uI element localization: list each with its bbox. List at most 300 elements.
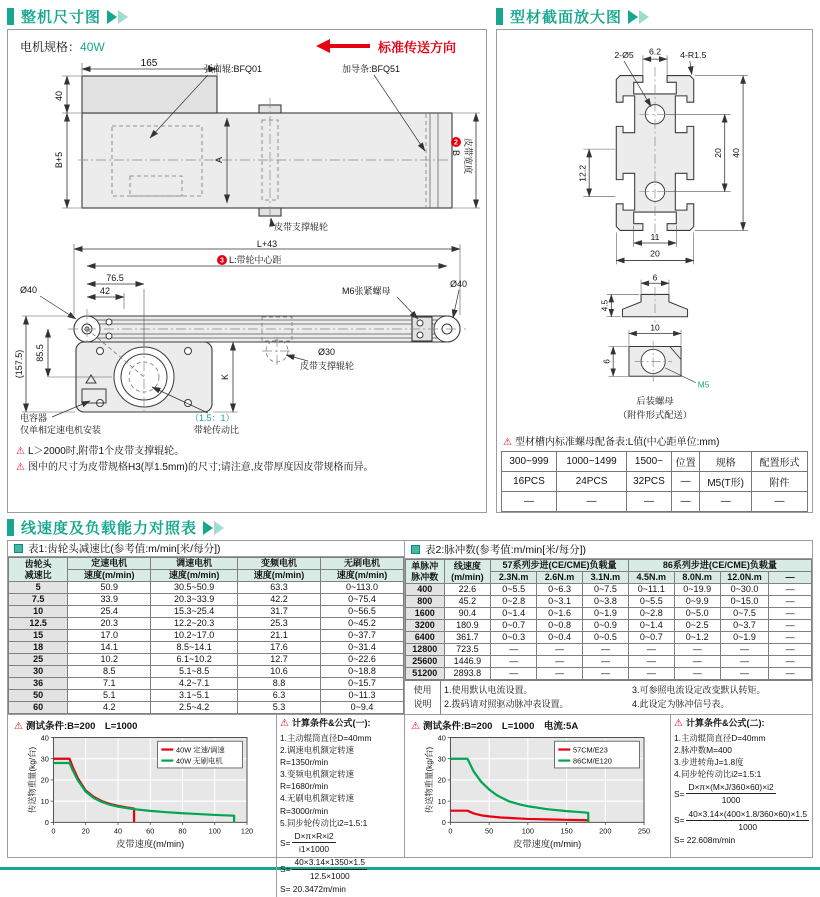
table-cell: 12.5: [9, 618, 68, 630]
note-line: ⚠ L＞2000时,附带1个皮带支撑辊轮。: [16, 446, 185, 457]
svg-text:100: 100: [208, 826, 221, 836]
section-arrow-icon: [203, 521, 213, 535]
formula-line: 1.主动辊筒直径D=40mm: [280, 732, 372, 743]
drawing-notes: [12, 442, 484, 478]
svg-text:0: 0: [441, 818, 446, 828]
dim-855-label: 85.5: [35, 344, 45, 362]
table-cell: 15: [9, 630, 68, 642]
table-cell: 0~113.0: [321, 582, 404, 594]
svg-text:传送物重量(kg/台): 传送物重量(kg/台): [423, 746, 434, 814]
m5-label: M5: [697, 379, 709, 390]
formula2-cell: [670, 715, 812, 857]
table-cell: 45.2: [444, 596, 491, 608]
speed-sub-header: 速度(m/min): [151, 570, 238, 582]
capacitor-label: 电容器: [20, 413, 48, 423]
table-cell: 附件: [751, 472, 807, 492]
col-gear-header: 齿轮头 减速比: [9, 558, 68, 582]
table-cell: 3200: [406, 620, 445, 632]
table-cell: 17.6: [238, 642, 321, 654]
overall-dimensions-panel: [7, 5, 487, 513]
table-cell: 20.3~33.9: [151, 594, 238, 606]
nut-delivery-label: （附件形式配送）: [617, 410, 692, 421]
table-cell: —: [769, 656, 812, 668]
torque-header: 4.5N.m: [628, 572, 674, 584]
table-cell: 0~0.8: [537, 620, 583, 632]
svg-text:皮带速度(m/min): 皮带速度(m/min): [116, 839, 185, 850]
svg-text:传送物重量(kg/台): 传送物重量(kg/台): [26, 746, 37, 814]
table-cell: 8.8: [238, 678, 321, 690]
svg-text:10: 10: [40, 796, 49, 806]
section-header-speed: [7, 516, 813, 539]
table-cell: 位置: [671, 452, 700, 472]
svg-text:120: 120: [240, 826, 254, 836]
m6-nut-label: M6张紧螺母: [342, 286, 391, 296]
dim-d40-left: [20, 285, 76, 319]
section-arrow2-icon: [214, 521, 224, 535]
table-cell: 0~0.5: [583, 632, 629, 644]
table-cell: 0~15.7: [321, 678, 404, 690]
d30-roller-label: 皮带支撑辊轮: [300, 361, 355, 371]
chart2-formula2-row: [405, 714, 812, 857]
tnut-side-view: [622, 287, 687, 322]
chart1-cell: [8, 715, 276, 897]
svg-text:30: 30: [437, 754, 446, 764]
formula-line: 1.主动辊筒直径D=40mm: [673, 732, 766, 743]
torque-header: 8.0N.m: [674, 572, 720, 584]
side-view-drawing: [12, 239, 482, 437]
table1-title: 表1:齿轮头减速比(参考值:m/min[米/每分]): [28, 543, 221, 555]
table-cell: —: [769, 668, 812, 680]
table-cell: 0~9.4: [321, 702, 404, 714]
col-motor-header: 无刷电机: [321, 558, 404, 570]
dim-k-label: K: [220, 373, 230, 381]
formula-line: 2.调速电机额定转速R=1350r/min: [280, 744, 354, 767]
svg-text:40W 无刷电机: 40W 无刷电机: [176, 756, 223, 766]
table-cell: —: [671, 492, 700, 512]
group86-header: 86系列步进(CE/CME)负载量: [628, 560, 811, 572]
table-cell: 14.1: [68, 642, 151, 654]
table-cell: 1446.9: [444, 656, 491, 668]
table-cell: 63.3: [238, 582, 321, 594]
table2-half: [404, 541, 812, 857]
svg-text:40: 40: [113, 826, 123, 836]
table-row: [406, 656, 812, 668]
table-cell: 723.5: [444, 644, 491, 656]
d30-label: Ø30: [318, 347, 336, 357]
dimension-42: [87, 286, 124, 309]
top-row: [7, 5, 813, 513]
nut-table-note: ⚠ 型材槽内标准螺母配备表:L值(中心距单位:mm): [503, 437, 720, 448]
table-cell: —: [769, 584, 812, 596]
table-cell: 0~75.4: [321, 594, 404, 606]
table-row: [9, 702, 404, 714]
formula-line: 5.同步轮传动比i2=1.5:1: [280, 817, 368, 828]
dimension-belt-width: [451, 113, 480, 208]
section-title-profile: 型材截面放大图: [510, 9, 623, 26]
warning-icon: ⚠: [673, 718, 683, 729]
section-arrow-icon: [107, 10, 117, 24]
table-cell: 6.1~10.2: [151, 654, 238, 666]
nut-dim-10: [628, 323, 680, 346]
svg-text:86CM/E120: 86CM/E120: [573, 756, 612, 766]
col-motor-header: 定速电机: [68, 558, 151, 570]
table-cell: 25600: [406, 656, 445, 668]
table-row: [406, 632, 812, 644]
table-cell: 7.1: [68, 678, 151, 690]
warning-icon: ⚠: [14, 721, 23, 732]
d11-label: 11: [649, 232, 660, 243]
section-title-overall: 整机尺寸图: [21, 9, 102, 26]
section-header-overall: [7, 5, 487, 28]
table-cell: —: [502, 492, 557, 512]
formula-line: 4.同步轮传动比i2=1.5:1: [673, 769, 762, 780]
col-motor-header: 调速电机: [151, 558, 238, 570]
usage-notes: [405, 680, 812, 714]
load-speed-chart-stepper: [409, 732, 667, 850]
motor-spec-label: 电机规格：40W: [20, 39, 105, 54]
dimension-165: [82, 58, 217, 75]
table-cell: 规格: [700, 452, 751, 472]
table-cell: 180.9: [444, 620, 491, 632]
top-view-drawing: [12, 58, 482, 234]
transport-direction: [316, 37, 456, 56]
table-cell: —: [583, 668, 629, 680]
guide-strip-label: 加导条:BFQ51: [342, 64, 401, 74]
dim-d40-right: [450, 279, 467, 318]
svg-text:0: 0: [448, 826, 453, 836]
formula-fraction: S= $\frac{40\times 3.14\times(400\times 1.8/360\times 60)\times 1.5}{1000}$: [673, 808, 807, 832]
section-bar: [7, 8, 14, 25]
table-cell: 10: [9, 606, 68, 618]
r15-label: 4-R1.5: [679, 50, 706, 61]
direction-label: 标准传送方向: [377, 39, 456, 55]
table-cell: 0~9.9: [674, 596, 720, 608]
section-arrow2-icon: [118, 10, 128, 24]
chart2-cell: [405, 715, 670, 857]
table-row: [406, 644, 812, 656]
table-cell: 2893.8: [444, 668, 491, 680]
table-row: [406, 620, 812, 632]
formula1-cell: [276, 715, 404, 897]
dimension-l43: [74, 239, 460, 315]
svg-text:20: 20: [40, 775, 49, 785]
svg-text:0: 0: [51, 826, 56, 836]
table-row: [9, 666, 404, 678]
table-cell: 31.7: [238, 606, 321, 618]
nut-d6b-label: 6: [600, 359, 611, 364]
dim-b5-label: B+5: [54, 151, 64, 169]
dimension-40: [54, 76, 81, 113]
table-row: [9, 654, 404, 666]
table-cell: 15.3~25.4: [151, 606, 238, 618]
section-title-speed: 线速度及负载能力对照表: [21, 520, 198, 537]
table-cell: —: [769, 620, 812, 632]
svg-text:40: 40: [40, 733, 49, 743]
table-row: [9, 678, 404, 690]
dimension-k: [213, 342, 238, 412]
d122-label: 12.2: [576, 164, 587, 182]
table-cell: —: [491, 644, 537, 656]
torque-header: 2.6N.m: [537, 572, 583, 584]
speed-load-box: [7, 540, 813, 894]
d5-label: 2-Ø5: [613, 50, 634, 61]
table-cell: 0~2.8: [628, 608, 674, 620]
table-cell: 5: [9, 582, 68, 594]
table-icon: [411, 545, 420, 554]
table-cell: 0~3.8: [583, 596, 629, 608]
table-cell: 1500~: [627, 452, 672, 472]
dim-165-label: 165: [140, 58, 158, 69]
table-cell: 配置形式: [751, 452, 807, 472]
center-distance-label: L:带轮中心距: [229, 255, 282, 265]
table-row: [502, 452, 808, 472]
table-cell: 1000~1499: [556, 452, 626, 472]
nut-config-table: [501, 451, 808, 512]
section-header-profile: [496, 5, 813, 28]
table-cell: 10.6: [238, 666, 321, 678]
table-cell: 5.1: [68, 690, 151, 702]
nut-d6-label: 6: [652, 272, 657, 283]
table-cell: 90.4: [444, 608, 491, 620]
motor-spec-row: [12, 34, 484, 58]
chart2-condition: ⚠ 测试条件:B=200 L=1000 电流:5A: [411, 721, 579, 732]
table-cell: 12.7: [238, 654, 321, 666]
usage-right-lines: 3.可参照电流设定改变默认转矩。 4.此设定为脉冲信号表。: [632, 685, 766, 710]
table-cell: 0~19.9: [674, 584, 720, 596]
table-cell: 18: [9, 642, 68, 654]
table-cell: 33.9: [68, 594, 151, 606]
table-cell: 22.6: [444, 584, 491, 596]
table-cell: 42.2: [238, 594, 321, 606]
svg-text:250: 250: [637, 826, 651, 836]
table-cell: 0~37.7: [321, 630, 404, 642]
formula-line: 2.脉冲数M=400: [673, 744, 732, 755]
d20-label: 20: [649, 248, 660, 259]
table-cell: 51200: [406, 668, 445, 680]
table-cell: 0~1.4: [628, 620, 674, 632]
load-speed-chart-40w: [12, 732, 270, 850]
group57-header: 57系列步进(CE/CME)负载量: [491, 560, 629, 572]
d40-right-label: Ø40: [450, 279, 468, 289]
tnut-top-view: [628, 341, 680, 382]
table-cell: 400: [406, 584, 445, 596]
svg-text:皮带速度(m/min): 皮带速度(m/min): [513, 839, 582, 850]
table-cell: —: [769, 608, 812, 620]
table1-half: [8, 541, 404, 894]
table-cell: 0~7.5: [583, 584, 629, 596]
section-arrow2-icon: [639, 10, 649, 24]
table-cell: —: [700, 492, 751, 512]
nut-d45-label: 4.5: [599, 299, 610, 312]
table-cell: —: [628, 656, 674, 668]
table-cell: 0~3.7: [720, 620, 769, 632]
table-cell: 0~56.5: [321, 606, 404, 618]
table-cell: 0~15.0: [720, 596, 769, 608]
arrow-shaft: [330, 44, 370, 48]
callout-support-roller: [271, 218, 328, 232]
table-row: [9, 582, 404, 594]
table-cell: 3.1~5.1: [151, 690, 238, 702]
formula-result: S= 20.3472m/min: [280, 883, 346, 894]
table-cell: 25: [9, 654, 68, 666]
table-cell: —: [537, 656, 583, 668]
cross-dim-122: [577, 149, 615, 196]
dim-40-label: 40: [54, 90, 64, 102]
section-bar: [496, 8, 503, 25]
table-cell: 2.5~4.2: [151, 702, 238, 714]
dim-1575-label: (157.5): [14, 349, 24, 379]
col-motor-header: 变频电机: [238, 558, 321, 570]
table-cell: —: [583, 656, 629, 668]
section-bar: [7, 519, 14, 536]
extrusion-profile: [616, 67, 693, 239]
table-cell: —: [674, 668, 720, 680]
table-cell: 0~6.3: [537, 584, 583, 596]
table-cell: 25.3: [238, 618, 321, 630]
table-cell: 0~18.8: [321, 666, 404, 678]
table-cell: 1600: [406, 608, 445, 620]
warning-icon: ⚠: [503, 437, 512, 448]
circled-2-number: 2: [454, 139, 458, 147]
table-cell: 0~11.1: [628, 584, 674, 596]
formula-fraction: S= $\frac{D\times\pi\times R\times i2}{i1\times 1000}$: [280, 831, 334, 855]
belt-width-b: B: [451, 150, 461, 157]
table-cell: 0~0.7: [628, 632, 674, 644]
d40-left-label: Ø40: [20, 285, 38, 295]
table-cell: 0~7.5: [720, 608, 769, 620]
svg-text:100: 100: [521, 826, 534, 836]
table-cell: —: [628, 644, 674, 656]
table-cell: —: [720, 656, 769, 668]
table-cell: —: [769, 596, 812, 608]
table-cell: 10.2: [68, 654, 151, 666]
nut-dim-6b: [601, 346, 628, 376]
table-cell: 0~5.0: [674, 608, 720, 620]
table-cell: 12800: [406, 644, 445, 656]
table-cell: —: [537, 644, 583, 656]
nut-m5-callout: [665, 368, 709, 390]
table-cell: —: [720, 644, 769, 656]
table-row: [9, 606, 404, 618]
profile-drawing-box: [496, 29, 813, 513]
table-row: [9, 642, 404, 654]
dimension-b5: [54, 113, 81, 208]
callout-d30-roller: [286, 347, 354, 371]
chart1-condition: ⚠ 测试条件:B=200 L=1000: [14, 721, 138, 732]
table-cell: —: [491, 656, 537, 668]
table-row: [406, 584, 812, 596]
warning-icon: ⚠: [280, 718, 289, 729]
torque-header: 3.1N.m: [583, 572, 629, 584]
capacitor-note: 仅单相定速电机安装: [20, 425, 102, 435]
dimension-1575: [14, 316, 75, 412]
table-cell: 0~31.4: [321, 642, 404, 654]
table-cell: 10.2~17.0: [151, 630, 238, 642]
table1-title-row: [8, 541, 404, 557]
table-cell: —: [674, 656, 720, 668]
table-cell: 30.5~50.9: [151, 582, 238, 594]
table-cell: 0~0.3: [491, 632, 537, 644]
formula1-title: ⚠ 计算条件&公式(一):: [280, 718, 371, 729]
dim-765-label: 76.5: [106, 273, 124, 283]
cross-section-drawing: [505, 32, 805, 274]
note-line: ⚠ 图中的尺寸为皮带规格H3(厚1.5mm)的尺寸;请注意,皮带厚度因皮带规格而异。: [16, 462, 374, 473]
table-row: [9, 618, 404, 630]
svg-text:20: 20: [437, 775, 446, 785]
table-cell: —: [628, 668, 674, 680]
table-cell: M5(T形): [700, 472, 751, 492]
profile-section-panel: [496, 5, 813, 513]
table-cell: 60: [9, 702, 68, 714]
table2-title-row: [405, 541, 812, 559]
table-cell: 361.7: [444, 632, 491, 644]
table-cell: —: [751, 492, 807, 512]
torque-header: —: [769, 572, 812, 584]
torque-header: 2.3N.m: [491, 572, 537, 584]
d20in-label: 20: [712, 148, 723, 158]
table-row: [406, 668, 812, 680]
table2-title: 表2:脉冲数(参考值:m/min[米/每分]): [425, 544, 587, 556]
speed-sub-header: 速度(m/min): [68, 570, 151, 582]
table-cell: 0~5.5: [628, 596, 674, 608]
table-cell: 16PCS: [502, 472, 557, 492]
table-cell: 0~1.9: [583, 608, 629, 620]
section-arrow-icon: [628, 10, 638, 24]
table-cell: 25.4: [68, 606, 151, 618]
table-cell: —: [769, 632, 812, 644]
table-cell: —: [556, 492, 626, 512]
d62-label: 6.2: [648, 46, 661, 57]
table-cell: 0~1.4: [491, 608, 537, 620]
table-row: [502, 472, 808, 492]
speed-sub-header: 速度(m/min): [238, 570, 321, 582]
table-cell: 36: [9, 678, 68, 690]
svg-text:30: 30: [40, 754, 49, 764]
ratio-value: （1.5：1）: [190, 413, 235, 423]
col-linespeed-header: 线速度 (m/min): [444, 560, 491, 584]
table-cell: —: [583, 644, 629, 656]
table-cell: —: [720, 668, 769, 680]
motor-spec-value: 40W: [80, 39, 105, 54]
support-roller-label: 皮带支撑辊轮: [274, 222, 329, 232]
table-cell: 0~1.9: [720, 632, 769, 644]
table-row: [502, 492, 808, 512]
table-cell: 0~3.1: [537, 596, 583, 608]
dim-a-label: A: [214, 156, 224, 164]
table-cell: 0~0.7: [491, 620, 537, 632]
svg-text:20: 20: [81, 826, 90, 836]
warning-icon: ⚠: [16, 446, 25, 457]
svg-text:150: 150: [560, 826, 573, 836]
table-cell: —: [537, 668, 583, 680]
table-cell: 300~999: [502, 452, 557, 472]
formula-line: 3.变频电机额定转速R=1680r/min: [280, 769, 354, 792]
tnut-drawing: [505, 274, 805, 432]
table-cell: 0~1.6: [537, 608, 583, 620]
gear-ratio-table: [8, 557, 404, 714]
svg-text:200: 200: [599, 826, 612, 836]
belt-width-label: 皮带宽度: [463, 138, 473, 175]
table-cell: —: [674, 644, 720, 656]
chart1-formula1-row: [8, 714, 404, 897]
table-cell: 32PCS: [627, 472, 672, 492]
svg-text:0: 0: [44, 818, 49, 828]
table-cell: 8.5: [68, 666, 151, 678]
torque-header: 12.0N.m: [720, 572, 769, 584]
table-cell: 24PCS: [556, 472, 626, 492]
table-cell: 0~1.2: [674, 632, 720, 644]
nut-d10-label: 10: [649, 322, 660, 333]
